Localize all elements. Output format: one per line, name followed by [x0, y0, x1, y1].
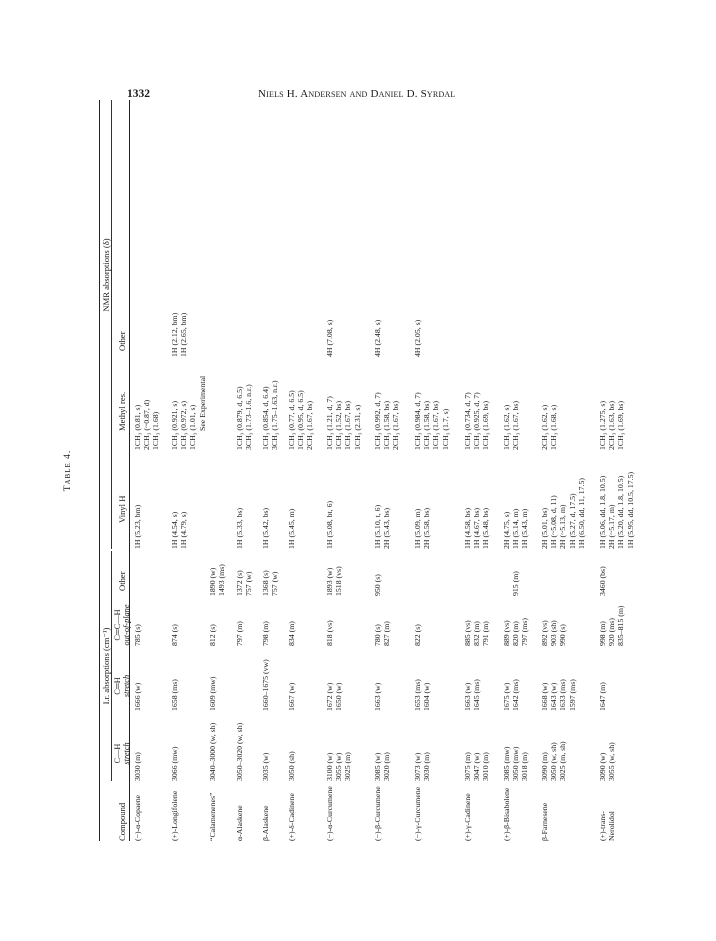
table-cell: [373, 621, 391, 646]
cell-value: 1CH₃ (1.52, bs): [334, 400, 344, 450]
table-cell: [502, 747, 530, 781]
cell-value: 3CH₃ (1.75–1.63, n.r.): [270, 380, 280, 450]
table-cell: [287, 683, 296, 711]
group-nmr-underline: [111, 100, 112, 549]
table-cell: [373, 574, 382, 596]
table-cell: [261, 508, 270, 549]
table-cell: [413, 392, 450, 450]
cell-value: 998 (m): [598, 621, 607, 646]
cell-value: 903 (sh): [549, 620, 559, 646]
cell-value: 832 (m): [472, 621, 482, 646]
cell-value: 1663 (w): [373, 682, 382, 711]
cell-value: 1668 (w): [540, 682, 549, 711]
group-ir-underline: [111, 551, 112, 781]
table-cell: [133, 505, 142, 549]
cell-value: 1CH₃ (1.69, bs): [616, 400, 626, 450]
cell-value: 1H (4.58, bs): [463, 507, 472, 549]
compound-name: (+)-Longifolene: [170, 790, 179, 841]
cell-value: 3050 (sh): [287, 751, 296, 781]
cell-value: 1CH₃ (1.69, bs): [481, 400, 491, 450]
table-cell: [598, 682, 607, 711]
cell-value: 3018 (m): [520, 752, 530, 781]
table-cell: [287, 621, 296, 646]
cell-value: 1CH₃ (0.734, d, 7): [463, 392, 472, 450]
cell-value: C—H: [113, 743, 122, 764]
cell-value: 3047 (w): [472, 752, 482, 781]
cell-value: 3055 (w, sh): [607, 742, 617, 781]
cell-value: 2CH₃ (~0.87, d): [142, 399, 152, 450]
table-cell: [413, 508, 431, 549]
cell-value: 1CH₃ (0.77, d, 6.5): [287, 390, 296, 450]
cell-value: 2CH₃ (1.67, bs): [391, 400, 401, 450]
cell-value: 1CH₃ (1.58, bs): [422, 400, 432, 450]
cell-value: 4H (2.48, s): [373, 319, 382, 357]
rotated-table: [63, 100, 705, 841]
compound-name: (−)-γ-Curcumene: [413, 786, 422, 841]
cell-value: 1609 (mw): [208, 676, 217, 711]
table-cell: [502, 509, 530, 549]
cell-value: 3040–3000 (w, sh): [208, 722, 217, 781]
cell-value: 3025 (m): [343, 752, 353, 781]
compound-name: (+)-trans-Nerolidol: [598, 811, 617, 841]
cell-value: 920 (ms): [607, 618, 617, 646]
table-cell: [373, 505, 391, 549]
cell-value: 3066 (mw): [170, 746, 179, 781]
cell-value: 889 (vs): [502, 620, 511, 646]
compound-name: α-Alaskene: [235, 805, 244, 841]
cell-value: 1H (~5.08, d, 11): [549, 495, 559, 549]
table-cell: [261, 380, 279, 450]
cell-value: 797 (ms): [520, 618, 530, 646]
cell-value: 1372 (s): [235, 570, 244, 596]
cell-value: 2CH₃ (1.67, bs): [305, 400, 315, 450]
table-cell: [170, 679, 179, 711]
header-rule: [129, 100, 130, 841]
group-nmr: NMR absorptions (δ): [101, 238, 111, 312]
top-rule: [99, 100, 100, 841]
cell-value: 3090 (w): [598, 752, 607, 781]
cell-value: 3073 (w): [413, 752, 422, 781]
compound-name: “Calamenenes”: [208, 792, 217, 841]
cell-value: 1CH₃ (1.01, s): [188, 404, 198, 450]
cell-value: 4H (2.05, s): [413, 319, 422, 357]
table-cell: [413, 320, 422, 357]
cell-value: 892 (vs): [540, 620, 549, 646]
cell-value: 4H (7.08, s): [325, 319, 334, 357]
cell-value: 1368 (s): [261, 570, 270, 596]
cell-value: 3035 (w): [261, 752, 270, 781]
table-cell: [463, 620, 491, 646]
cell-value: 3050 (w, sh): [549, 742, 559, 781]
cell-value: 1CH₃ (0.854, d, 6.4): [261, 386, 270, 450]
cell-value: 1H (5.42, bs): [261, 507, 270, 549]
cell-value: 1H (5.20, dd, 1.8, 10.5): [616, 475, 626, 549]
col-vinyl-h: Vinyl H: [117, 495, 127, 523]
cell-value: 1493 (ms): [217, 564, 227, 596]
cell-value: 2H (4.75, s): [502, 511, 511, 549]
cell-value: 3CH₃ (1.73–1.6, n.r.): [244, 384, 254, 450]
compound-name: β-Farnesene: [540, 802, 549, 841]
cell-value: 1CH₃ (0.972, s): [179, 400, 189, 450]
cell-value: 1672 (w): [325, 682, 334, 711]
cell-value: 1597 (ms): [567, 679, 577, 711]
table-cell: [502, 679, 520, 711]
table-cell: [325, 320, 334, 357]
compound-name: (−)-α-Copaene: [133, 794, 142, 841]
cell-value: 834 (m): [287, 621, 296, 646]
cell-value: 1CH₃ (1.21, d, 7): [325, 396, 334, 450]
cell-value: 1658 (ms): [170, 679, 179, 711]
table-cell: [208, 624, 217, 646]
see-experimental-note: [198, 376, 207, 431]
cell-value: C═H: [113, 677, 122, 695]
table-cell: [287, 509, 296, 549]
cell-value: 797 (m): [235, 621, 244, 646]
cell-value: 812 (s): [208, 624, 217, 646]
cell-value: 1666 (w): [133, 682, 142, 711]
table-cell: [235, 508, 244, 549]
cell-value: 3075 (m): [463, 752, 472, 781]
cell-value: 1CH₃ (0.984, d, 7): [413, 392, 422, 450]
cell-value: 1H (6.50, dd, 11, 17.5): [576, 478, 586, 549]
table-cell: [413, 624, 422, 646]
cell-value: 1H (5.45, m): [287, 508, 296, 549]
table-cell: [373, 683, 382, 711]
cell-value: 3030 (m): [133, 752, 142, 781]
table-cell: [261, 570, 279, 596]
table-cell: [598, 401, 626, 450]
cell-value: 2H (5.43, bs): [382, 507, 392, 549]
group-ir: I.r. absorptions (cm⁻¹): [101, 627, 111, 705]
cell-value: 1890 (w): [208, 567, 217, 596]
table-cell: [325, 620, 334, 646]
table-cell: [540, 679, 577, 711]
cell-value: See Experimental: [198, 375, 207, 431]
table-cell: [373, 392, 401, 450]
table-cell: [170, 512, 188, 549]
cell-value: 1CH₃ (1.67, bs): [431, 400, 441, 450]
cell-value: 827 (m): [382, 621, 392, 646]
compound-name: (−)-α-Curcumene: [325, 786, 334, 841]
table-cell: [325, 396, 362, 450]
cell-value: 1650 (w): [334, 682, 344, 711]
table-cell: [373, 320, 382, 357]
table-cell: [325, 752, 353, 781]
table-cell: [511, 571, 520, 596]
col-compound: Compound: [117, 802, 127, 841]
cell-value: 1643 (w): [549, 682, 559, 711]
table-cell: [261, 621, 270, 646]
cell-value: 791 (m): [481, 621, 491, 646]
table-cell: [325, 501, 334, 549]
cell-value: 3460 (bs): [598, 566, 607, 596]
cell-value: 3085 (w): [373, 752, 382, 781]
table-cell: [170, 624, 179, 646]
table-cell: [598, 606, 626, 647]
cell-value: 2CH₃ (1.67, bs): [511, 400, 521, 450]
cell-value: 3030 (m): [422, 752, 432, 781]
cell-value: 1CH₃ (1.62, s): [502, 404, 511, 450]
cell-value: 1H (5.14, m): [511, 508, 521, 549]
cell-value: 1H (2.65, bm): [179, 312, 189, 357]
cell-value: 2H (5.01, bs): [540, 507, 549, 549]
cell-value: 2H (~5.17, m): [607, 504, 617, 549]
table-cell: [373, 752, 391, 781]
cell-value: 1H (5.10, t, 6): [373, 504, 382, 549]
cell-value: 1H (5.23, bm): [133, 504, 142, 549]
cell-value: 1CH₃ (1.68): [151, 411, 161, 450]
cell-value: 1645 (ms): [472, 679, 482, 711]
cell-value: stretch: [122, 674, 131, 698]
cell-value: 1H (5.06, dd, 1.8, 10.5): [598, 475, 607, 549]
cell-value: 2H (5.58, bs): [422, 507, 432, 549]
cell-value: 874 (s): [170, 624, 179, 646]
table-caption: Table 4.: [63, 449, 73, 492]
table-cell: [133, 400, 161, 450]
compound-name: β-Alaskene: [261, 805, 270, 841]
table-cell: [598, 742, 616, 781]
cell-value: 835–815 (m): [616, 605, 626, 646]
cell-value: 1H (5.43, m): [520, 508, 530, 549]
cell-value: 2H (~5.13, m): [558, 504, 568, 549]
cell-value: 1647 (m): [598, 682, 607, 711]
cell-value: 1633 (ms): [558, 679, 568, 711]
cell-value: 1H (4.54, s): [170, 511, 179, 549]
cell-value: stretch: [122, 742, 131, 765]
cell-value: 1CH₃ (0.879, d, 6.5): [235, 386, 244, 450]
cell-value: 3055 (w): [334, 752, 344, 781]
cell-value: 757 (w): [244, 571, 254, 596]
col-methyl: Methyl res.: [117, 391, 127, 431]
cell-value: 1604 (w): [422, 682, 432, 711]
cell-value: 1CH₃ (0.992, d, 7): [373, 392, 382, 450]
cell-value: 3050 (mw): [511, 746, 521, 781]
table-cell: [287, 390, 315, 450]
table-cell: [170, 401, 198, 450]
cell-value: 3020 (m): [382, 752, 392, 781]
cell-value: 1H (5.95, dd, 10.5, 17.5): [625, 471, 635, 549]
cell-value: 3010 (m): [481, 752, 491, 781]
compound-name: (−)-β-Curcumene: [373, 786, 382, 841]
cell-value: 1653 (ms): [413, 679, 422, 711]
cell-value: 1893 (w): [325, 567, 334, 596]
cell-value: 785 (s): [133, 624, 142, 646]
table-cell: [463, 508, 491, 549]
table-cell: [261, 659, 270, 711]
cell-value: 2CH₃ (1.62, s): [540, 404, 549, 450]
table-cell: [235, 723, 244, 781]
cell-value: 1675 (w): [502, 682, 511, 711]
cell-value: 3025 (m, sh): [558, 741, 568, 781]
cell-value: 1CH₃ (1.58, bs): [382, 400, 392, 450]
table-cell: [235, 621, 244, 646]
cell-value: 1CH₃ (1.275, s): [598, 400, 607, 450]
table-cell: [540, 741, 568, 781]
table-cell: [208, 564, 226, 596]
cell-value: 822 (s): [413, 624, 422, 646]
cell-value: 990 (s): [558, 624, 568, 646]
cell-value: 780 (s): [373, 624, 382, 646]
cell-value: 1642 (ms): [511, 679, 521, 711]
table-cell: [133, 683, 142, 711]
table-cell: [325, 566, 343, 596]
cell-value: C═C—H: [113, 609, 122, 641]
table-cell: [463, 752, 491, 781]
table-cell: [598, 566, 607, 596]
compound-name: (+)-γ-Cadinene: [463, 793, 472, 841]
cell-value: 1660–1675 (vw): [261, 659, 270, 711]
cell-value: 3100 (w): [325, 752, 334, 781]
cell-value: 915 (m): [511, 571, 520, 596]
table-cell: [540, 405, 558, 450]
table-cell: [208, 723, 217, 781]
table-cell: [208, 677, 217, 711]
cell-value: 1663 (w): [463, 682, 472, 711]
table-cell: [170, 747, 179, 781]
cell-value: 1CH₃ (0.81, s): [133, 404, 142, 450]
cell-value: 757 (w): [270, 571, 280, 596]
cell-value: 950 (s): [373, 574, 382, 596]
cell-value: 1CH₃ (0.921, s): [170, 400, 179, 450]
running-header-authors: Niels H. Andersen and Daniel D. Syrdal: [258, 88, 456, 100]
table-cell: [502, 618, 530, 646]
table-cell: [463, 392, 491, 450]
cell-value: 1CH₃ (0.925, d, 7): [472, 392, 482, 450]
col-nmr-other: Other: [117, 331, 127, 351]
cell-value: 1H (5.27, d, 17.5): [567, 493, 577, 549]
cell-value: 1H (5.48, bs): [481, 507, 491, 549]
table-cell: [502, 401, 520, 450]
col-ir-other: Other: [117, 571, 127, 591]
cell-value: 885 (vs): [463, 620, 472, 646]
cell-value: 1H (2.12, bm): [170, 312, 179, 357]
table-cell: [261, 753, 270, 781]
compound-name: (+)-δ-Cadinene: [287, 793, 296, 841]
table-cell: [133, 752, 142, 781]
table-cell: [540, 478, 586, 549]
cell-value: 818 (vs): [325, 620, 334, 646]
cell-value: 3090 (m): [540, 752, 549, 781]
cell-value: 1CH₃ (1.67, bs): [343, 400, 353, 450]
cell-value: 1H (5.33, bs): [235, 507, 244, 549]
compound-name: (+)-β-Bisabolene: [502, 787, 511, 841]
cell-value: 820 (m): [511, 621, 521, 646]
cell-value: 1CH₃ (1.68, s): [549, 404, 559, 450]
cell-value: 1CH₃ (0.95, d, 6.5): [296, 390, 306, 450]
cell-value: out-of-plane: [122, 604, 131, 646]
cell-value: 1667 (w): [287, 682, 296, 711]
cell-value: 1H (4.67, bs): [472, 507, 482, 549]
cell-value: 1H (4.79, s): [179, 511, 189, 549]
page-number: 1332: [127, 88, 150, 100]
table-cell: [463, 679, 481, 711]
table-cell: [325, 683, 343, 711]
table-cell: [133, 624, 142, 646]
cell-value: 3085 (mw): [502, 746, 511, 781]
cell-value: 1H (5.08, bt, 6): [325, 500, 334, 549]
cell-value: 1518 (vs): [334, 566, 344, 596]
table-cell: [235, 570, 253, 596]
cell-value: 2CH₃ (1.63, bs): [607, 400, 617, 450]
table-cell: [287, 751, 296, 781]
table-cell: [540, 620, 568, 646]
cell-value: 798 (m): [261, 621, 270, 646]
cell-value: 1CH₃ (2.31, s): [352, 404, 362, 450]
table-cell: [170, 313, 188, 357]
cell-value: 1H (5.09, m): [413, 508, 422, 549]
table-cell: [413, 752, 431, 781]
table-cell: [235, 384, 253, 450]
table-cell: [413, 679, 431, 711]
cell-value: 1CH₃ (1.7, s): [440, 408, 450, 450]
cell-value: 3050–3020 (w, sh): [235, 722, 244, 781]
table-cell: [598, 472, 635, 549]
